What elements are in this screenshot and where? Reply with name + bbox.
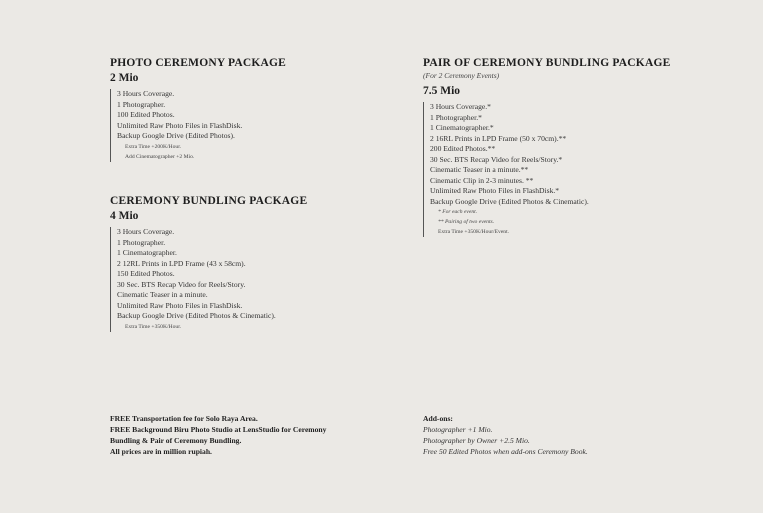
list-item: Backup Google Drive (Edited Photos). (117, 131, 235, 140)
list-item: 1 Photographer. (117, 99, 166, 109)
footer-line: All prices are in million rupiah. (110, 447, 212, 456)
list-item: 3 Hours Coverage. (117, 227, 175, 236)
package-note: Extra Time +350K/Hour/Event. (438, 229, 510, 235)
list-item: Backup Google Drive (Edited Photos & Cinematic). (117, 311, 276, 320)
list-item: 2 12RL Prints in LPD Frame (43 x 58cm). (117, 258, 246, 268)
package-note: Extra Time +350K/Hour. (125, 323, 182, 330)
list-item: 3 Hours Coverage.* (430, 102, 491, 111)
addon-item: Photographer +1 Mio. (423, 425, 493, 434)
package-items (110, 89, 390, 162)
package-subtitle: (For 2 Ceremony Events) (423, 71, 500, 80)
package-price: 4 Mio (110, 210, 139, 222)
list-item: Cinematic Teaser in a minute.** (430, 165, 529, 174)
list-item: 150 Edited Photos. (117, 269, 175, 278)
list-item: 1 Photographer. (117, 237, 166, 247)
list-item: Backup Google Drive (Edited Photos & Cinematic). (430, 196, 589, 206)
package-note: ** Pairing of two events. (438, 219, 495, 225)
list-item: Unlimited Raw Photo Files in FlashDisk. (117, 300, 243, 310)
list-item: 100 Edited Photos. (117, 110, 175, 119)
addon-item: Free 50 Edited Photos when add-ons Ceremony Book. (423, 447, 588, 456)
ceremony-bundling-package (110, 195, 400, 332)
list-item: 30 Sec. BTS Recap Video for Reels/Story.* (430, 154, 563, 164)
list-item: 30 Sec. BTS Recap Video for Reels/Story. (117, 279, 246, 289)
photo-ceremony-package (110, 57, 390, 162)
addon-item: Photographer by Owner +2.5 Mio. (423, 436, 530, 445)
list-item: 1 Cinematographer.* (430, 123, 494, 132)
addons-title: Add-ons: (423, 414, 453, 423)
list-item: 200 Edited Photos.** (430, 144, 496, 153)
package-note: Extra Time +200K/Hour. (125, 143, 182, 150)
list-item: Cinematic Teaser in a minute. (117, 290, 208, 299)
list-item: Unlimited Raw Photo Files in FlashDisk. (117, 120, 243, 130)
package-note: Add Cinematographer +2 Mio. (125, 153, 195, 160)
package-title: PAIR OF CEREMONY BUNDLING PACKAGE (423, 57, 671, 69)
package-title: PHOTO CEREMONY PACKAGE (110, 57, 287, 69)
footer-line: FREE Transportation fee for Solo Raya Area. (110, 414, 258, 423)
footer-info (110, 413, 410, 457)
package-items (423, 102, 723, 237)
package-title: CEREMONY BUNDLING PACKAGE (110, 195, 308, 207)
list-item: Unlimited Raw Photo Files in FlashDisk.* (430, 186, 560, 195)
pair-ceremony-bundling-package (423, 57, 723, 237)
footer-line: FREE Background Biru Photo Studio at LensStudio for Ceremony (110, 425, 327, 434)
addons-section (423, 413, 723, 457)
list-item: 2 16RL Prints in LPD Frame (50 x 70cm).** (430, 133, 567, 143)
package-note: * For each event. (438, 209, 478, 215)
package-price: 2 Mio (110, 72, 139, 84)
list-item: Cinematic Clip in 2-3 minutes. ** (430, 175, 534, 185)
package-price: 7.5 Mio (423, 85, 461, 97)
list-item: 3 Hours Coverage. (117, 89, 175, 98)
list-item: 1 Cinematographer. (117, 248, 177, 257)
package-items (110, 227, 400, 332)
list-item: 1 Photographer.* (430, 112, 482, 122)
footer-line: Bundling & Pair of Ceremony Bundling. (110, 436, 242, 445)
